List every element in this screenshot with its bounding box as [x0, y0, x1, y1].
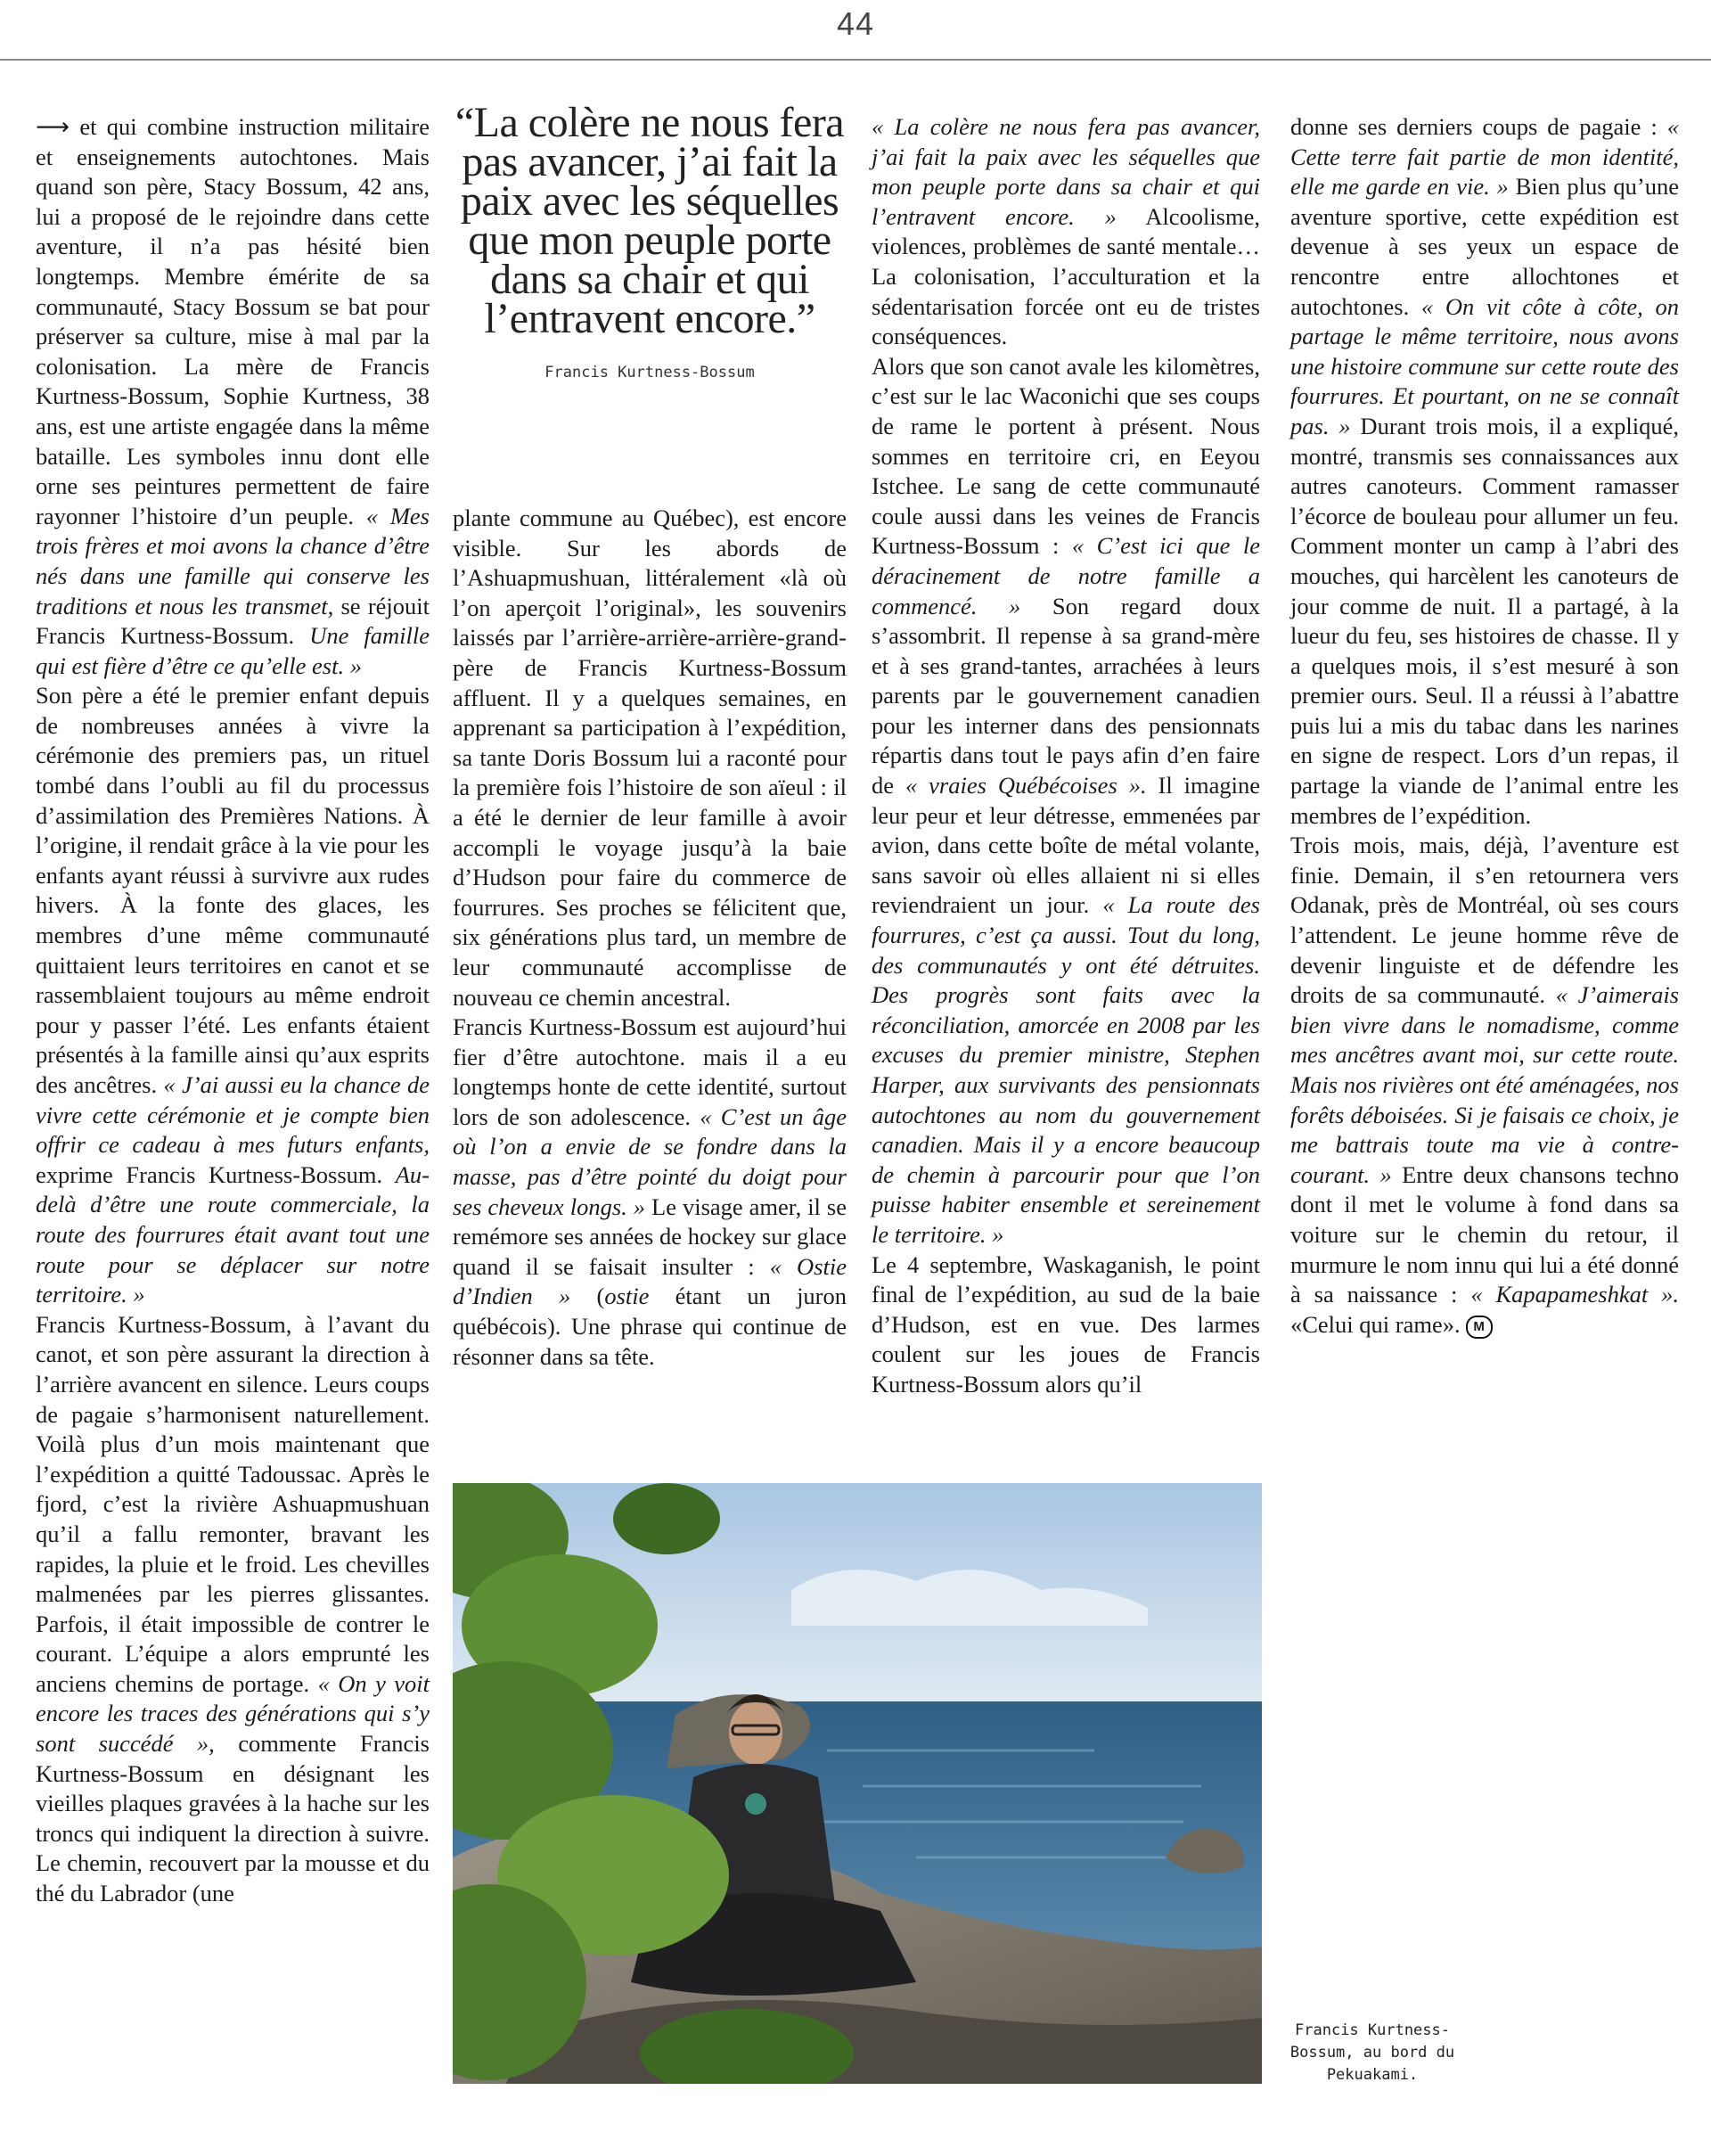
text: Francis Kurtness-Bossum est aujourd’hui fier d’être autochtone. mais il a eu longtemps honte de cette identité, surtout lors de son adolescence. [453, 1013, 847, 1130]
photo-caption: Francis Kurtness-Bossum, au bord du Pekuakami. [1289, 2021, 1455, 2084]
text: Son père a été le premier enfant depuis de nombreuses années à vivre la cérémonie des premiers pas, un rituel tombé dans l’oubli au fil du processus d’assimilation des Premières Nations. À l’origine, il rendait grâce à la vie pour les enfants ayant réussi à survivre aux rudes hivers. À la fonte des glaces, les membres d’une même communauté quittaient leurs territoires en canot et se rassemblaient toujours au même endroit pour y passer l’été. Les enfants étaient présentés à la famille ainsi qu’aux esprits des ancêtres. [36, 682, 430, 1098]
text: Alcoolisme, violences, problèmes de santé mentale… La colonisation, l’acculturation et la sédentarisation forcée ont eu de tristes conséquences. [872, 202, 1260, 350]
quote: « vraies Québécoises ». [905, 772, 1147, 799]
paragraph [872, 1250, 1260, 1400]
quote: « J’ai aussi eu la chance de vivre cette cérémonie et je compte bien offrir ce cadeau à mes futurs enfants, [36, 1071, 430, 1159]
article-column-1 [36, 112, 430, 1909]
text: se réjouit Francis Kurtness-Bossum. [36, 592, 430, 650]
quote: « On vit côte à côte, on partage le même territoire, nous avons une histoire commune sur cette route des fourrures. Et pourtant, on ne se connaît pas. » [1290, 292, 1679, 439]
quote: « Kapapameshkat ». [1470, 1281, 1679, 1308]
text: exprime Francis Kurtness-Bossum. [36, 1160, 396, 1188]
quote: « Mes trois frères et moi avons la chance d’être nés dans une famille qui conserve les traditions et nous les transmet, [36, 502, 430, 619]
text: Le visage amer, il se remémore ses années de hockey sur glace quand il se faisait insulter : [453, 1193, 847, 1280]
text: Bien plus qu’une aventure sportive, cette expédition est devenue à ses yeux un espace de rencontre entre allochtones et autochtones. [1290, 173, 1680, 320]
text: commente Francis Kurtness-Bossum en désignant les vieilles plaques gravées à la hache sur les troncs qui indiquent la direction à suivre. Le chemin, recouvert par la mousse et du thé du Labrador (une [36, 1730, 430, 1907]
text: «Celui qui rame». [1290, 1310, 1461, 1338]
pull-quote-text: “La colère ne nous fera pas avancer, j’ai fait la paix avec les séquelles que mon peuple porte dans sa chair et qui l’entravent encore.” [454, 99, 845, 342]
paragraph [1290, 112, 1679, 831]
quote: « C’est un âge où l’on a envie de se fondre dans la masse, pas d’être pointé du doigt pour ses cheveux longs. » [453, 1103, 847, 1220]
text: et qui combine instruction militaire et enseignements autochtones. Mais quand son père, Stacy Bossum, 42 ans, lui a proposé de le rejoindre dans cette aventure, il n’a pas hésité bien longtemps. Membre émérite de sa communauté, Stacy Bossum se bat pour préserver sa culture, mise à mal par la colonisation. La mère de Francis Kurtness-Bossum, Sophie Kurtness, 38 ans, est une artiste engagée dans la même bataille. Les symboles innu dont elle orne ses peintures permettent de faire rayonner l’histoire d’un peuple. [36, 113, 430, 529]
paragraph [872, 352, 1260, 1250]
text: donne ses derniers coups de pagaie : [1290, 113, 1667, 140]
article-column-2 [453, 504, 847, 1372]
quote: ostie [604, 1283, 650, 1310]
paragraph [36, 112, 430, 681]
paragraph [36, 1310, 430, 1909]
continuation-arrow-icon: ⟶ [36, 113, 70, 141]
text: Trois mois, mais, déjà, l’aventure est finie. Demain, il s’en retournera vers Odanak, près de Montréal, où ses cours l’attendent. Le jeune homme rêve de devenir linguiste et de défendre les droits de sa communauté. [1290, 832, 1679, 1009]
header-rule [0, 59, 1711, 61]
photo-illustration [453, 1483, 1262, 2084]
pull-quote [453, 99, 847, 381]
text: ( [570, 1283, 605, 1310]
pull-quote-author: Francis Kurtness-Bossum [544, 364, 755, 381]
paragraph [1290, 831, 1679, 1340]
page-number: 44 [836, 5, 875, 42]
text: Il imagine leur peur et leur détresse, emmenées par avion, dans cette boîte de métal volante, sans savoir où elles allaient ni si elles reviendraient un jour. [872, 772, 1260, 919]
paragraph [36, 681, 430, 1309]
text: étant un juron québécois). Une phrase qui continue de résonner dans sa tête. [453, 1283, 847, 1370]
quote: « Ostie d’Indien » [453, 1252, 847, 1310]
paragraph [453, 504, 847, 1012]
quote: Au-delà d’être une route commerciale, la route des fourrures était avant tout une route pour se déplacer sur notre territoire. » [36, 1160, 430, 1308]
paragraph [453, 1012, 847, 1372]
photo [453, 1483, 1262, 2084]
quote: Une famille qui est fière d’être ce qu’elle est. » [36, 622, 430, 679]
text: Le 4 septembre, Waskaganish, le point final de l’expédition, au sud de la baie d’Hudson, est en vue. Des larmes coulent sur les joues de Francis Kurtness-Bossum alors qu’il [872, 1250, 1260, 1398]
paragraph [872, 112, 1260, 352]
text: Son regard doux s’assombrit. Il repense à sa grand-mère et à ses grand-tantes, arrachées à leurs parents par le gouvernement canadien pour les interner dans des pensionnats répartis dans tout le pays afin d’en faire de [872, 592, 1260, 799]
magazine-end-mark-icon: M [1466, 1316, 1493, 1339]
quote: « C’est ici que le déracinement de notre famille a commencé. » [872, 532, 1260, 619]
article-column-3 [872, 112, 1260, 1400]
quote: « J’aimerais bien vivre dans le nomadisme, comme mes ancêtres avant moi, sur cette route. Mais nos rivières ont été aménagées, nos forêts déboisées. Si je faisais ce choix, je me battrais toute ma vie à contre-courant. » [1290, 981, 1679, 1188]
text: Alors que son canot avale les kilomètres, c’est sur le lac Waconichi que ses coups de rame le portent à présent. Nous sommes en territoire cri, en Eeyou Istchee. Le sang de cette communauté coule aussi dans les veines de Francis Kurtness-Bossum : [872, 352, 1260, 560]
quote: « La route des fourrures, c’est ça aussi. Tout du long, des communautés y ont été détruites. Des progrès sont faits avec la réconciliation, amorcée en 2008 par les excuses du premier ministre, Stephen Harper, aux survivants des pensionnats autochtones au nom du gouvernement canadien. Mais il y a encore beaucoup de chemin à parcourir pour que l’on puisse habiter ensemble et sereinement le territoire. » [872, 891, 1260, 1248]
quote: « La colère ne nous fera pas avancer, j’ai fait la paix avec les séquelles que mon peuple porte dans sa chair et qui l’entravent encore. » [872, 113, 1260, 230]
quote: « On y voit encore les traces des générations qui s’y sont succédé », [36, 1669, 430, 1758]
text: Durant trois mois, il a expliqué, montré, transmis ses connaissances aux autres canoteurs. Comment ramasser l’écorce de bouleau pour allumer un feu. Comment monter un camp à l’abri des mouches, qui harcèlent les canoteurs de jour comme de nuit. Il a partagé, à la lueur du feu, ses histoires de chasse. Il y a quelques mois, il s’est mesuré à son premier ours. Seul. Il a réussi à l’abattre puis lui a mis du tabac dans les narines en signe de respect. Lors d’un repas, il partage la viande de l’animal entre les membres de l’expédition. [1290, 412, 1679, 829]
article-column-4 [1290, 112, 1679, 1340]
text: Francis Kurtness-Bossum, à l’avant du canot, et son père assurant la direction à l’arrière avancent en silence. Leurs coups de pagaie s’harmonisent naturellement. Voilà plus d’un mois maintenant que l’expédition a quitté Tadoussac. Après le fjord, c’est la rivière Ashuapmushuan qu’il a fallu remonter, bravant les rapides, la pluie et le froid. Les chevilles malmenées par les pierres glissantes. Parfois, il était impossible de contrer le courant. L’équipe a alors emprunté les anciens chemins de portage. [36, 1310, 430, 1697]
text: plante commune au Québec), est encore visible. Sur les abords de l’Ashuapmushuan, littéralement «là où l’on aperçoit l’original», les souvenirs laissés par l’arrière-arrière-arrière-grand-père de Francis Kurtness-Bossum affluent. Il y a quelques semaines, en apprenant sa participation à l’expédition, sa tante Doris Bossum lui a raconté pour la première fois l’histoire de son aïeul : il a été le dernier de leur famille à avoir accompli le voyage jusqu’à la baie d’Hudson pour faire du commerce de fourrures. Ses proches se félicitent que, six générations plus tard, un membre de leur communauté accomplisse de nouveau ce chemin ancestral. [453, 504, 847, 1011]
quote: « Cette terre fait partie de mon identité, elle me garde en vie. » [1290, 113, 1679, 201]
text: Entre deux chansons techno dont il met le volume à fond dans sa voiture sur le chemin du retour, il murmure le nom innu qui lui a été donné à sa naissance : [1290, 1160, 1680, 1308]
